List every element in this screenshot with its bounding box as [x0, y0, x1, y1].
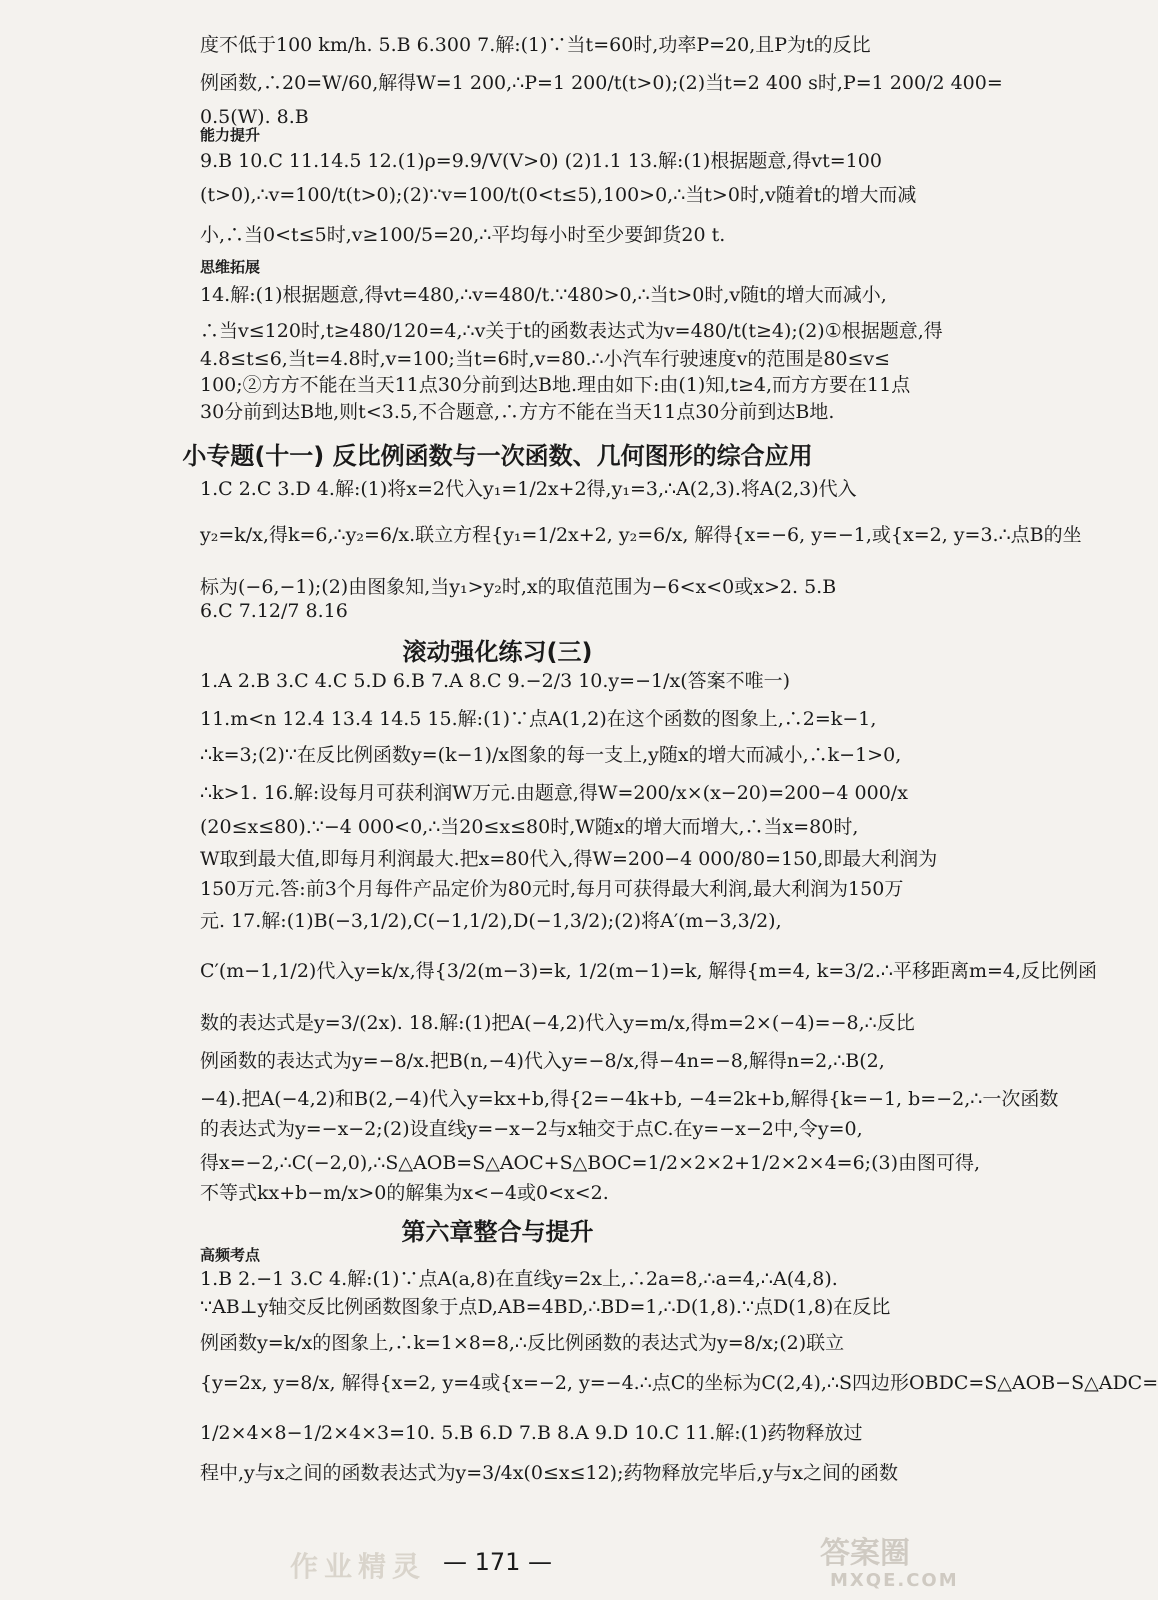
section-title-chapter6: 第六章整合与提升 — [401, 1218, 594, 1246]
text-line: 30分前到达B地,则t<3.5,不合题意,∴方方不能在当天11点30分前到达B地. — [200, 401, 835, 423]
text-line: 1.A 2.B 3.C 4.C 5.D 6.B 7.A 8.C 9.−2/3 10.y=−1/x(答案不唯一) — [200, 670, 791, 692]
section-title-topic11: 小专题(十一) 反比例函数与一次函数、几何图形的综合应用 — [182, 442, 813, 470]
text-line: 1.B 2.−1 3.C 4.解:(1)∵点A(a,8)在直线y=2x上,∴2a=8,∴a=4,∴A(4,8). — [200, 1268, 838, 1290]
section-title-rolling3: 滚动强化练习(三) — [402, 638, 593, 666]
text-line: 不等式kx+b−m/x>0的解集为x<−4或0<x<2. — [200, 1182, 609, 1204]
text-line: 的表达式为y=−x−2;(2)设直线y=−x−2与x轴交于点C.在y=−x−2中,令y=0, — [200, 1118, 863, 1140]
text-line: (t>0),∴v=100/t(t>0);(2)∵v=100/t(0<t≤5),100>0,∴当t>0时,v随着t的增大而减 — [200, 184, 917, 206]
text-line: 11.m<n 12.4 13.4 14.5 15.解:(1)∵点A(1,2)在这个函数的图象上,∴2=k−1, — [200, 708, 877, 730]
text-line: 6.C 7.12/7 8.16 — [200, 600, 348, 622]
text-line: 14.解:(1)根据题意,得vt=480,∴v=480/t.∵480>0,∴当t>0时,v随t的增大而减小, — [200, 284, 887, 306]
text-line: 度不低于100 km/h. 5.B 6.300 7.解:(1)∵当t=60时,功率P=20,且P为t的反比 — [200, 34, 871, 56]
text-line: 4.8≤t≤6,当t=4.8时,v=100;当t=6时,v=80.∴小汽车行驶速度v的范围是80≤v≤ — [200, 348, 891, 370]
text-line: 元. 17.解:(1)B(−3,1/2),C(−1,1/2),D(−1,3/2);(2)将A′(m−3,3/2), — [200, 910, 782, 932]
text-line: 150万元.答:前3个月每件产品定价为80元时,每月可获得最大利润,最大利润为150万 — [200, 878, 904, 900]
watermark-logo: 答案圈 — [820, 1536, 910, 1571]
text-line: 9.B 10.C 11.14.5 12.(1)ρ=9.9/V(V>0) (2)1.1 13.解:(1)根据题意,得vt=100 — [200, 150, 882, 172]
text-line: ∵AB⊥y轴交反比例函数图象于点D,AB=4BD,∴BD=1,∴D(1,8).∵点D(1,8)在反比 — [200, 1296, 891, 1318]
text-line: {y=2x, y=8/x, 解得{x=2, y=4或{x=−2, y=−4.∴点C的坐标为C(2,4),∴S四边形OBDC=S△AOB−S△ADC= — [200, 1372, 1158, 1394]
text-line: W取到最大值,即每月利润最大.把x=80代入,得W=200−4 000/80=150,即最大利润为 — [200, 848, 938, 870]
text-line: C′(m−1,1/2)代入y=k/x,得{3/2(m−3)=k, 1/2(m−1)=k, 解得{m=4, k=3/2.∴平移距离m=4,反比例函 — [200, 960, 1098, 982]
text-line: ∴k=3;(2)∵在反比例函数y=(k−1)/x图象的每一支上,y随x的增大而减小,∴k−1>0, — [200, 744, 902, 766]
text-line: 100;②方方不能在当天11点30分前到达B地.理由如下:由(1)知,t≥4,而方方要在11点 — [200, 374, 911, 396]
text-line: 程中,y与x之间的函数表达式为y=3/4x(0≤x≤12);药物释放完毕后,y与x之间的函数 — [200, 1462, 898, 1484]
text-line: 标为(−6,−1);(2)由图象知,当y₁>y₂时,x的取值范围为−6<x<0或x>2. 5.B — [200, 576, 837, 598]
subheading-ability: 能力提升 — [200, 126, 261, 144]
watermark-zuoye: 作业精灵 — [290, 1550, 427, 1583]
subheading-high-freq: 高频考点 — [200, 1246, 261, 1264]
text-line: −4).把A(−4,2)和B(2,−4)代入y=kx+b,得{2=−4k+b, −4=2k+b,解得{k=−1, b=−2,∴一次函数 — [200, 1088, 1059, 1110]
text-line: ∴k>1. 16.解:设每月可获利润W万元.由题意,得W=200/x×(x−20)=200−4 000/x — [200, 782, 908, 804]
text-line: 例函数的表达式为y=−8/x.把B(n,−4)代入y=−8/x,得−4n=−8,解得n=2,∴B(2, — [200, 1050, 885, 1072]
watermark-site: MXQE.COM — [830, 1570, 959, 1591]
text-line: 例函数,∴20=W/60,解得W=1 200,∴P=1 200/t(t>0);(2)当t=2 400 s时,P=1 200/2 400= — [200, 72, 1003, 94]
text-line: 0.5(W). 8.B — [200, 106, 309, 128]
subheading-thinking: 思维拓展 — [200, 258, 261, 276]
page-number: — 171 — — [442, 1548, 553, 1576]
text-line: 例函数y=k/x的图象上,∴k=1×8=8,∴反比例函数的表达式为y=8/x;(2)联立 — [200, 1332, 845, 1354]
text-line: ∴当v≤120时,t≥480/120=4,∴v关于t的函数表达式为v=480/t(t≥4);(2)①根据题意,得 — [200, 320, 943, 342]
text-line: (20≤x≤80).∵−4 000<0,∴当20≤x≤80时,W随x的增大而增大,∴当x=80时, — [200, 816, 859, 838]
text-line: y₂=k/x,得k=6,∴y₂=6/x.联立方程{y₁=1/2x+2, y₂=6/x, 解得{x=−6, y=−1,或{x=2, y=3.∴点B的坐 — [200, 524, 1082, 546]
text-line: 数的表达式是y=3/(2x). 18.解:(1)把A(−4,2)代入y=m/x,得m=2×(−4)=−8,∴反比 — [200, 1012, 915, 1034]
text-line: 小,∴当0<t≤5时,v≥100/5=20,∴平均每小时至少要卸货20 t. — [200, 224, 726, 246]
text-line: 1/2×4×8−1/2×4×3=10. 5.B 6.D 7.B 8.A 9.D 10.C 11.解:(1)药物释放过 — [200, 1422, 863, 1444]
text-line: 得x=−2,∴C(−2,0),∴S△AOB=S△AOC+S△BOC=1/2×2×2+1/2×2×4=6;(3)由图可得, — [200, 1152, 981, 1174]
text-line: 1.C 2.C 3.D 4.解:(1)将x=2代入y₁=1/2x+2得,y₁=3,∴A(2,3).将A(2,3)代入 — [200, 478, 857, 500]
